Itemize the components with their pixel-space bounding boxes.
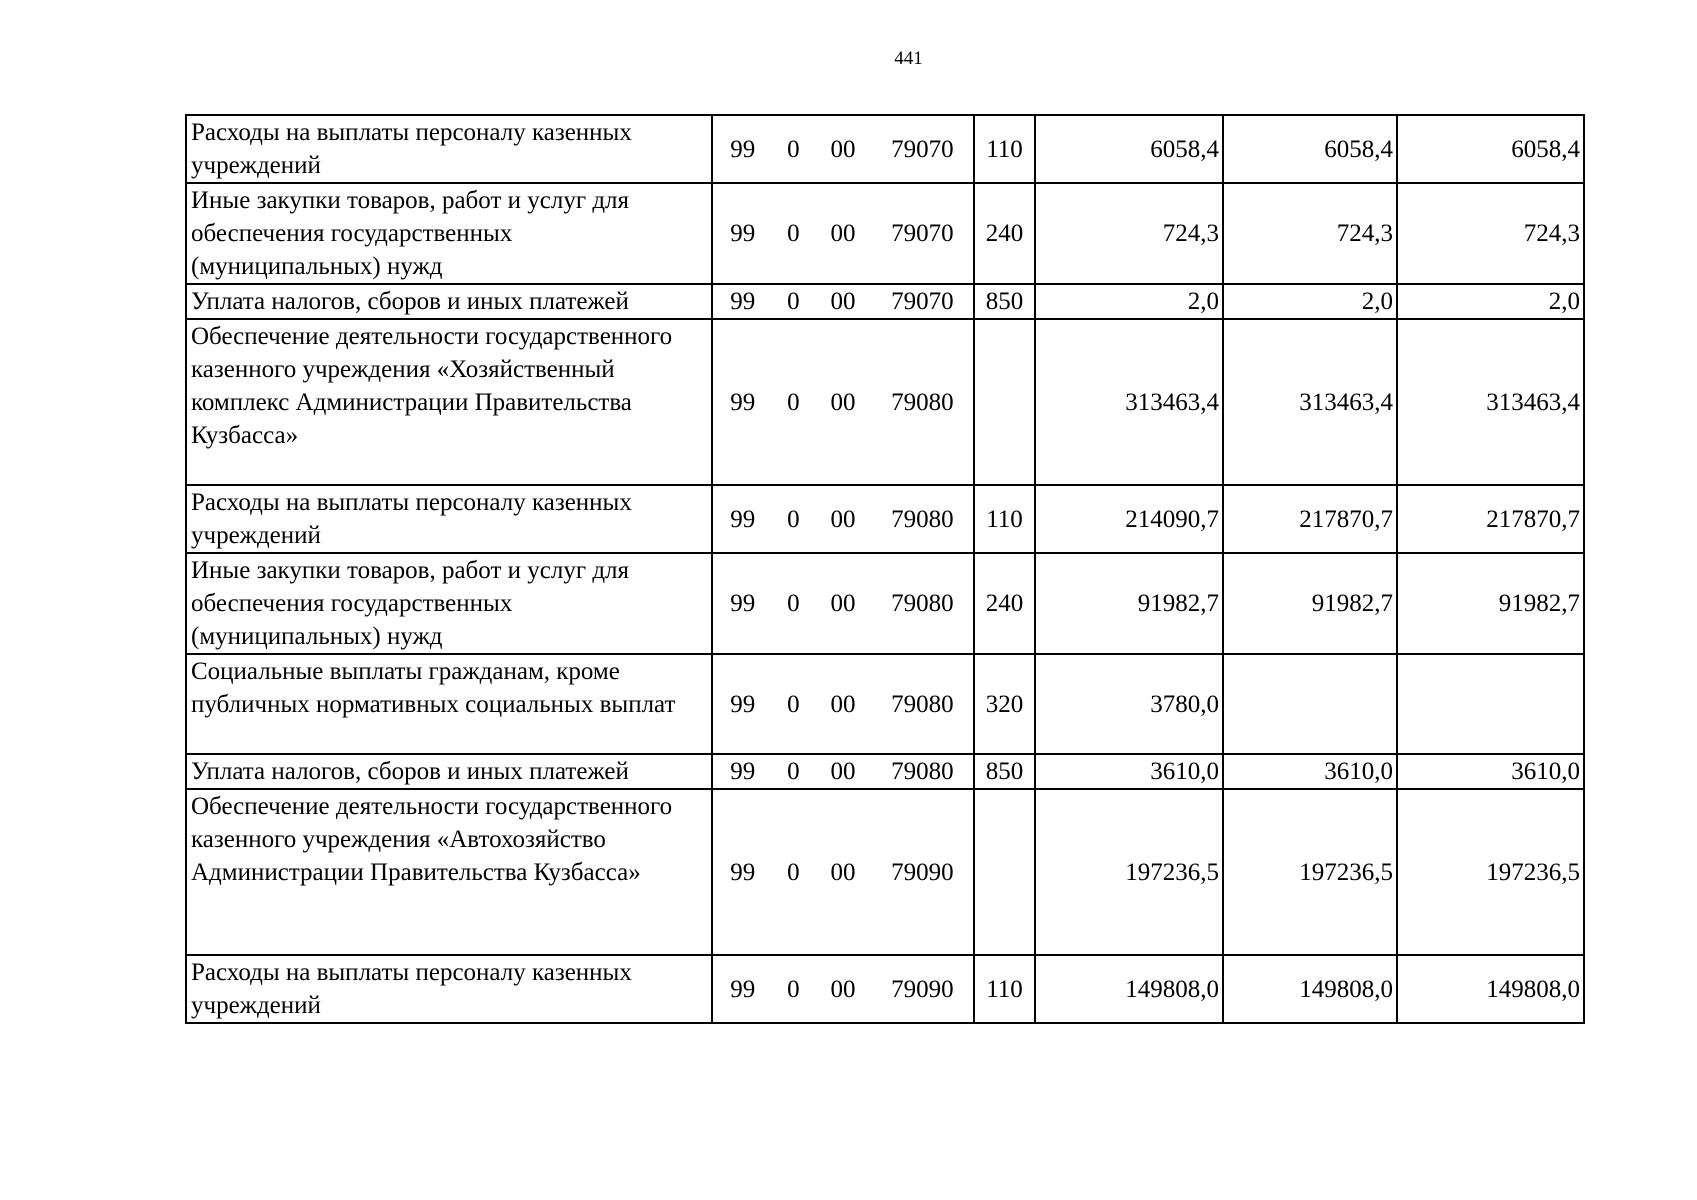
- row-description: Расходы на выплаты персоналу казенных учреждений: [186, 485, 712, 553]
- row-value-year-2: 197236,5: [1223, 789, 1397, 955]
- code-program: 99: [730, 590, 756, 617]
- code-subprogram: 0: [787, 505, 800, 533]
- row-target-code: [712, 284, 974, 319]
- row-target-code: [712, 115, 974, 183]
- row-description: Уплата налогов, сборов и иных платежей: [186, 284, 712, 319]
- row-value-year-3: 149808,0: [1397, 955, 1584, 1023]
- row-value-year-3: 724,3: [1397, 183, 1584, 284]
- budget-table: [185, 114, 1585, 1024]
- code-main-activity: 00: [830, 858, 856, 886]
- code-program: 99: [730, 220, 756, 247]
- row-expense-type: 240: [974, 183, 1035, 284]
- table-row: [186, 183, 1584, 284]
- row-value-year-1: 724,3: [1035, 183, 1223, 284]
- row-expense-type: 110: [974, 115, 1035, 183]
- row-value-year-3: 217870,7: [1397, 485, 1584, 553]
- code-main-activity: 00: [830, 690, 856, 718]
- code-direction: 79080: [891, 590, 954, 617]
- table-row: [186, 955, 1584, 1023]
- code-direction: 79070: [891, 135, 954, 163]
- row-expense-type: 850: [974, 754, 1035, 789]
- row-description: Уплата налогов, сборов и иных платежей: [186, 754, 712, 789]
- code-program: 99: [730, 288, 756, 315]
- code-program: 99: [730, 505, 756, 533]
- code-direction: 79080: [891, 505, 954, 533]
- row-description: Обеспечение деятельности государственного казенного учреждения «Автохозяйство Администрации Правительства Кузбасса»: [186, 789, 712, 955]
- row-value-year-2: 6058,4: [1223, 115, 1397, 183]
- row-target-code: [712, 485, 974, 553]
- row-value-year-1: 6058,4: [1035, 115, 1223, 183]
- row-value-year-1: 313463,4: [1035, 319, 1223, 485]
- code-main-activity: 00: [830, 288, 856, 315]
- row-description: Обеспечение деятельности государственного казенного учреждения «Хозяйственный комплекс Администрации Правительства Кузбасса»: [186, 319, 712, 485]
- row-target-code: [712, 955, 974, 1023]
- row-value-year-2: 3610,0: [1223, 754, 1397, 789]
- table-row: [186, 284, 1584, 319]
- code-main-activity: 00: [830, 758, 856, 785]
- row-description: Иные закупки товаров, работ и услуг для обеспечения государственных (муниципальных) нужд: [186, 553, 712, 654]
- row-value-year-1: 2,0: [1035, 284, 1223, 319]
- row-value-year-1: 91982,7: [1035, 553, 1223, 654]
- code-direction: 79070: [891, 220, 954, 247]
- table-row: [186, 319, 1584, 485]
- code-program: 99: [730, 858, 756, 886]
- row-description: Расходы на выплаты персоналу казенных учреждений: [186, 955, 712, 1023]
- code-subprogram: 0: [787, 220, 800, 247]
- code-main-activity: 00: [830, 505, 856, 533]
- code-program: 99: [730, 758, 756, 785]
- row-target-code: [712, 789, 974, 955]
- row-value-year-3: 313463,4: [1397, 319, 1584, 485]
- table-row: [186, 654, 1584, 754]
- row-value-year-3: 6058,4: [1397, 115, 1584, 183]
- row-value-year-2: [1223, 654, 1397, 754]
- code-subprogram: 0: [787, 135, 800, 163]
- row-expense-type: 850: [974, 284, 1035, 319]
- table-row: [186, 553, 1584, 654]
- row-value-year-2: 2,0: [1223, 284, 1397, 319]
- row-description: Социальные выплаты гражданам, кроме публичных нормативных социальных выплат: [186, 654, 712, 754]
- code-subprogram: 0: [787, 758, 800, 785]
- row-target-code: [712, 319, 974, 485]
- row-expense-type: [974, 789, 1035, 955]
- row-value-year-3: 197236,5: [1397, 789, 1584, 955]
- row-value-year-2: 217870,7: [1223, 485, 1397, 553]
- row-value-year-3: [1397, 654, 1584, 754]
- table-row: [186, 754, 1584, 789]
- row-target-code: [712, 654, 974, 754]
- table-row: [186, 789, 1584, 955]
- code-direction: 79080: [891, 388, 954, 416]
- row-value-year-2: 149808,0: [1223, 955, 1397, 1023]
- row-description: Иные закупки товаров, работ и услуг для обеспечения государственных (муниципальных) нужд: [186, 183, 712, 284]
- row-description: Расходы на выплаты персоналу казенных учреждений: [186, 115, 712, 183]
- row-value-year-3: 91982,7: [1397, 553, 1584, 654]
- row-expense-type: 110: [974, 955, 1035, 1023]
- row-value-year-3: 2,0: [1397, 284, 1584, 319]
- code-direction: 79070: [891, 288, 954, 315]
- row-target-code: [712, 754, 974, 789]
- code-subprogram: 0: [787, 288, 800, 315]
- row-value-year-1: 3780,0: [1035, 654, 1223, 754]
- code-subprogram: 0: [787, 590, 800, 617]
- table-row: [186, 485, 1584, 553]
- row-expense-type: 240: [974, 553, 1035, 654]
- row-value-year-1: 149808,0: [1035, 955, 1223, 1023]
- row-target-code: [712, 553, 974, 654]
- code-direction: 79090: [891, 858, 954, 886]
- row-value-year-1: 3610,0: [1035, 754, 1223, 789]
- code-main-activity: 00: [830, 975, 856, 1003]
- code-main-activity: 00: [830, 135, 856, 163]
- row-value-year-1: 214090,7: [1035, 485, 1223, 553]
- row-value-year-1: 197236,5: [1035, 789, 1223, 955]
- code-main-activity: 00: [830, 388, 856, 416]
- code-subprogram: 0: [787, 858, 800, 886]
- code-program: 99: [730, 690, 756, 718]
- code-direction: 79080: [891, 690, 954, 718]
- code-subprogram: 0: [787, 388, 800, 416]
- row-value-year-2: 91982,7: [1223, 553, 1397, 654]
- code-subprogram: 0: [787, 690, 800, 718]
- page-number: 441: [894, 48, 923, 69]
- code-program: 99: [730, 975, 756, 1003]
- code-direction: 79080: [891, 758, 954, 785]
- row-value-year-2: 313463,4: [1223, 319, 1397, 485]
- code-subprogram: 0: [787, 975, 800, 1003]
- row-value-year-3: 3610,0: [1397, 754, 1584, 789]
- code-direction: 79090: [891, 975, 954, 1003]
- row-expense-type: 320: [974, 654, 1035, 754]
- code-main-activity: 00: [830, 220, 856, 247]
- table-row: [186, 115, 1584, 183]
- row-expense-type: [974, 319, 1035, 485]
- row-value-year-2: 724,3: [1223, 183, 1397, 284]
- code-program: 99: [730, 135, 756, 163]
- code-program: 99: [730, 388, 756, 416]
- row-expense-type: 110: [974, 485, 1035, 553]
- row-target-code: [712, 183, 974, 284]
- code-main-activity: 00: [830, 590, 856, 617]
